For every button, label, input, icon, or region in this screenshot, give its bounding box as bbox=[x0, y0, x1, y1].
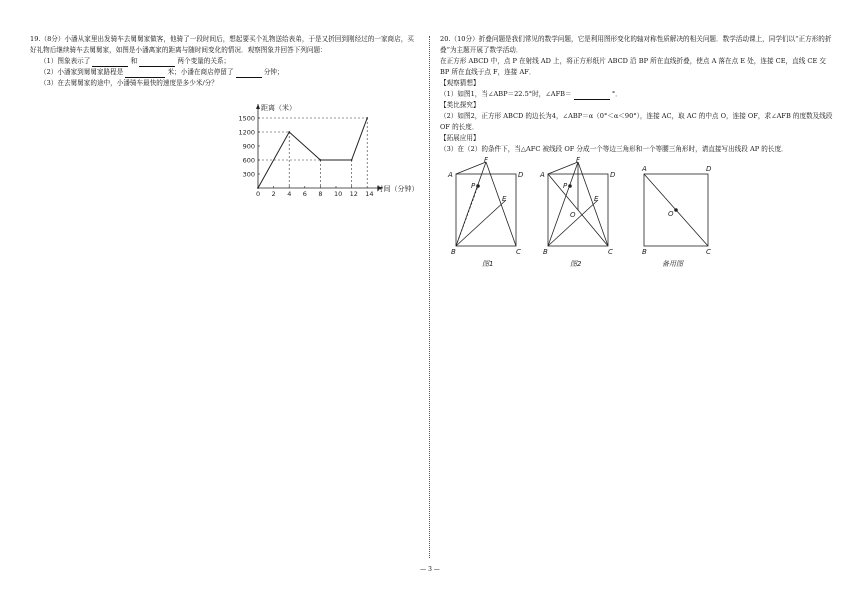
label-p: P bbox=[563, 182, 568, 190]
q19-sub2-c: 分钟； bbox=[263, 68, 284, 76]
point-p bbox=[477, 185, 480, 188]
segment-be bbox=[456, 200, 506, 246]
q19-sub2 bbox=[30, 67, 418, 78]
figure-1-caption: 图1 bbox=[482, 260, 494, 268]
q19-sub3: （3）在去舅舅家的途中，小潘骑车最快的速度是多少米/分？ bbox=[40, 79, 218, 87]
x-tick-label: 2 bbox=[271, 190, 276, 198]
x-tick-label: 8 bbox=[318, 190, 323, 198]
x-tick-label: 14 bbox=[365, 190, 374, 198]
label-c: C bbox=[706, 248, 711, 256]
q20-part2: （2）如图2，正方形 ABCD 的边长为4，∠ABP＝α（0°＜α＜90°），连接 AC，取 AC 的中点 O，连接 OF，求∠AFB 的度数及线段 OF 的长度． bbox=[440, 112, 833, 131]
x-tick-label: 0 bbox=[256, 190, 261, 198]
label-d: D bbox=[518, 171, 524, 179]
blank bbox=[236, 69, 262, 78]
y-tick-label: 900 bbox=[242, 142, 255, 151]
q20-part1-b: °． bbox=[611, 90, 622, 98]
y-tick-label: 300 bbox=[242, 170, 255, 179]
q19-sub1-a: （1）图象表示了 bbox=[40, 57, 91, 65]
segment-fc bbox=[486, 162, 516, 246]
left-column bbox=[30, 0, 418, 89]
figure-2 bbox=[536, 154, 620, 270]
series-line bbox=[258, 118, 367, 188]
point-p bbox=[569, 185, 572, 188]
label-p: P bbox=[471, 182, 476, 190]
q19-title: 19.（8分）小潘从家里出发骑车去舅舅家做客，他骑了一段时间后，想起要买个礼物送给表弟，于是又折回到刚经过的一家商店，买好礼物后继续骑车去舅舅家，如图是小潘离家的距离与随时间变化的情况．观察图象并回答下列问题： bbox=[30, 35, 414, 54]
label-o: O bbox=[570, 211, 576, 219]
data-point bbox=[320, 159, 322, 161]
point-o bbox=[675, 209, 678, 212]
label-a: A bbox=[642, 165, 647, 173]
page-number: — 3 — bbox=[420, 566, 440, 573]
q20-part1 bbox=[440, 89, 835, 100]
segment-be bbox=[548, 200, 598, 246]
label-c: C bbox=[608, 248, 613, 256]
x-tick-label: 10 bbox=[334, 190, 343, 198]
blank bbox=[125, 69, 165, 78]
x-tick-label: 12 bbox=[349, 190, 358, 198]
label-a: A bbox=[448, 171, 453, 179]
figure-2-caption: 图2 bbox=[570, 260, 582, 268]
y-axis-arrow bbox=[256, 104, 260, 109]
label-b: B bbox=[543, 248, 548, 256]
blank bbox=[574, 91, 610, 100]
segment-fc bbox=[578, 162, 608, 246]
q19-sub1 bbox=[30, 56, 418, 67]
square-abcd bbox=[456, 174, 516, 246]
q20-heading-1: 【观察猜想】 bbox=[440, 79, 480, 87]
q19-sub2-a: （2）小潘家到舅舅家路程是 bbox=[40, 68, 124, 76]
label-b: B bbox=[451, 248, 456, 256]
x-tick-label: 6 bbox=[302, 190, 307, 198]
distance-time-chart bbox=[228, 98, 428, 202]
label-d: D bbox=[610, 171, 616, 179]
q20-part3: （3）在（2）的条件下，当△AFC 被线段 OF 分成一个等边三角形和一个等腰三角形时，请直接写出线段 AP 的长度． bbox=[440, 145, 788, 153]
label-f: F bbox=[484, 156, 489, 164]
label-e: E bbox=[594, 195, 599, 203]
y-tick-label: 600 bbox=[242, 156, 255, 165]
q19-sub2-b: 米；小潘在商店停留了 bbox=[167, 68, 234, 76]
label-c: C bbox=[516, 248, 521, 256]
label-o: O bbox=[668, 210, 674, 218]
q20-part1-a: （1）如图1，当∠ABP＝22.5°时，∠AFB＝ bbox=[440, 90, 572, 98]
figure-3-caption: 备用图 bbox=[662, 260, 683, 268]
q19-sub1-b: 和 bbox=[130, 57, 138, 65]
column-divider bbox=[429, 36, 430, 558]
x-tick-label: 4 bbox=[287, 190, 292, 198]
label-d: D bbox=[706, 165, 712, 173]
blank bbox=[139, 58, 175, 67]
blank bbox=[92, 58, 128, 67]
segment-af bbox=[456, 162, 486, 174]
y-axis-label: 距离（米） bbox=[261, 104, 296, 112]
q19-sub1-c: 两个变量的关系； bbox=[177, 57, 231, 65]
label-e: E bbox=[502, 195, 507, 203]
data-point bbox=[257, 187, 259, 189]
y-tick-label: 1500 bbox=[238, 114, 255, 123]
q20-intro: 在正方形 ABCD 中，点 P 在射线 AD 上，将正方形纸片 ABCD 沿 BP 所在直线折叠，使点 A 落在点 E 处，连接 CE，直线 CE 交 BP 所在直线于点 F，连接 AF． bbox=[440, 57, 826, 76]
q20-heading-3: 【拓展应用】 bbox=[440, 134, 480, 142]
q20-title: 20.（10分）折叠问题是我们常见的数学问题，它是利用图形变化的轴对称性质解决的相关问题．数学活动课上，同学们以“正方形的折叠”为主题开展了数学活动． bbox=[440, 35, 832, 54]
segment-af bbox=[548, 162, 578, 174]
data-point bbox=[351, 159, 353, 161]
label-b: B bbox=[642, 248, 647, 256]
label-f: F bbox=[576, 156, 581, 164]
figure-3 bbox=[632, 154, 722, 270]
y-tick-label: 1200 bbox=[238, 128, 255, 137]
right-column bbox=[440, 0, 835, 155]
q20-heading-2: 【类比探究】 bbox=[440, 101, 480, 109]
x-axis-label: 时间（分钟） bbox=[376, 185, 419, 193]
figure-1 bbox=[444, 154, 528, 270]
data-point bbox=[288, 131, 290, 133]
label-a: A bbox=[540, 171, 545, 179]
